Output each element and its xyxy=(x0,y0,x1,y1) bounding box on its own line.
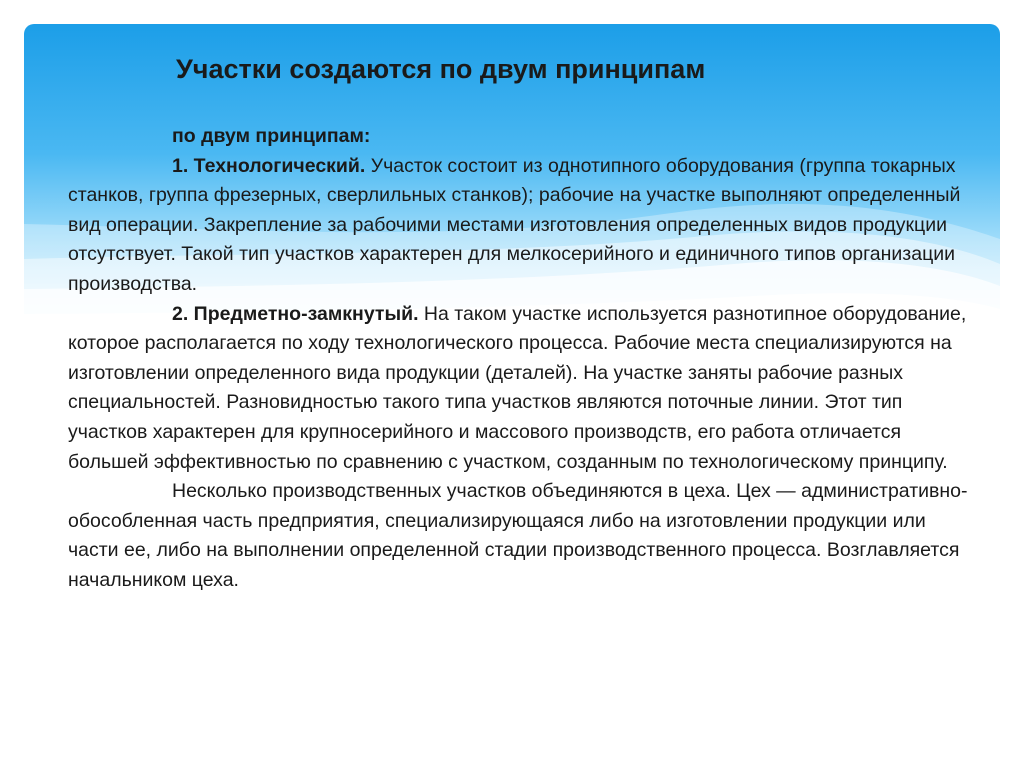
principle-subject-closed-heading: 2. Предметно-замкнутый. xyxy=(172,302,419,325)
conclusion-paragraph: Несколько производственных участков объединяются в цеха. Цех — административно-обособленная часть предприятия, специализирующаяся либо на изготовлении продукции или части ее, либо на выполнении определенной стадии производственного процесса. Возглавляется начальником цеха. xyxy=(68,480,968,591)
principle-subject-closed xyxy=(68,300,968,478)
principle-subject-closed-text: На таком участке используется разнотипное оборудование, которое располагается по ходу технологического процесса. Рабочие места специализируются на изготовлении определенного вида продукции (деталей). На участке заняты рабочие разных специальностей. Разновидностью такого типа участков являются поточные линии. Этот тип участков характерен для крупносерийного и массового производств, его работа отличается большей эффективностью по сравнению с участком, созданным по технологическому принципу. xyxy=(68,302,967,473)
principle-technological-heading: 1. Технологический. xyxy=(172,154,366,177)
slide-content xyxy=(24,24,1000,743)
slide xyxy=(24,24,1000,743)
principle-technological-text: Участок состоит из однотипного оборудования (группа токарных станков, группа фрезерных, сверлильных станков); рабочие на участке выполняют определенный вид операции. Закрепление за рабочими местами изготовления определенных видов продукции отсутствует. Такой тип участков характерен для мелкосерийного и единичного типов организации производства. xyxy=(68,154,961,295)
intro-line: по двум принципам: xyxy=(172,125,371,147)
slide-body xyxy=(68,122,968,596)
slide-title: Участки создаются по двум принципам xyxy=(176,54,706,84)
principle-technological xyxy=(68,152,968,300)
